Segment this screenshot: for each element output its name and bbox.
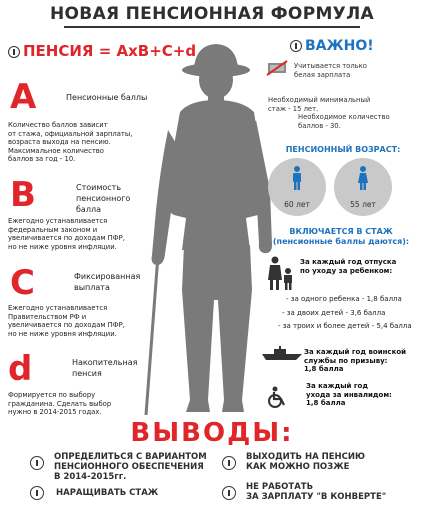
childcare-three: - за троих и более детей - 5,4 балла bbox=[278, 322, 412, 330]
white-salary-note: Учитывается только белая зарплата bbox=[294, 62, 367, 79]
pension-age-heading: ПЕНСИОННЫЙ ВОЗРАСТ: bbox=[285, 145, 401, 154]
info-icon bbox=[30, 486, 44, 500]
conclusion-2: ВЫХОДИТЬ НА ПЕНСИЮ КАК МОЖНО ПОЗЖЕ bbox=[246, 452, 365, 472]
stage-heading: ВКЛЮЧАЕТСЯ В СТАЖ (пенсионные баллы даются): bbox=[272, 227, 410, 246]
page-title: НОВАЯ ПЕНСИОННАЯ ФОРМУЛА bbox=[50, 4, 374, 24]
important-heading: ВАЖНО! bbox=[290, 38, 374, 54]
female-age: 55 лет bbox=[350, 200, 376, 209]
conclusion-4: НЕ РАБОТАТЬ ЗА ЗАРПЛАТУ "В КОНВЕРТЕ" bbox=[246, 482, 387, 502]
desc-b: Ежегодно устанавливается федеральным законом и увеличивается по доходам ПФР, но не ниже уровня инфляции. bbox=[8, 217, 125, 251]
info-icon bbox=[222, 456, 236, 470]
childcare-one: - за одного ребенка - 1,8 балла bbox=[286, 295, 402, 303]
letter-b: B bbox=[10, 175, 36, 215]
childcare-heading: За каждый год отпуска по уходу за ребенком: bbox=[300, 258, 397, 275]
ship-icon bbox=[262, 346, 302, 360]
info-icon bbox=[290, 40, 302, 52]
conclusion-3: НАРАЩИВАТЬ СТАЖ bbox=[56, 488, 159, 498]
letter-c: C bbox=[10, 263, 35, 303]
family-icon bbox=[266, 256, 296, 290]
conclusion-1: ОПРЕДЕЛИТЬСЯ С ВАРИАНТОМ ПЕНСИОННОГО ОБЕСПЕЧЕНИЯ В 2014-2015гг. bbox=[54, 452, 207, 482]
male-icon bbox=[292, 166, 302, 190]
wheelchair-icon bbox=[266, 386, 288, 408]
letter-a: A bbox=[10, 77, 37, 117]
male-age: 60 лет bbox=[284, 200, 310, 209]
title-underline bbox=[64, 26, 360, 28]
label-b: Стоимость пенсионного балла bbox=[76, 183, 131, 214]
label-c: Фиксированная выплата bbox=[74, 272, 141, 292]
info-icon bbox=[8, 46, 20, 58]
desc-c: Ежегодно устанавливается Правительством РФ и увеличивается по доходам ПФР, но не ниже уровня инфляции. bbox=[8, 304, 125, 338]
desc-d: Формируется по выбору гражданина. Сделать выбор нужно в 2014-2015 годах. bbox=[8, 391, 112, 417]
formula-text: ПЕНСИЯ = AxB+C+d bbox=[23, 42, 197, 60]
letter-d: d bbox=[8, 349, 33, 389]
min-points-note: Необходимое количество баллов - 30. bbox=[298, 113, 390, 130]
desc-a: Количество баллов зависит от стажа, официальной зарплаты, возраста выхода на пенсию. Максимальное количество баллов за год - 10. bbox=[8, 121, 133, 164]
info-icon bbox=[30, 456, 44, 470]
no-money-icon bbox=[266, 60, 288, 76]
childcare-two: - за двоих детей - 3,6 балла bbox=[282, 309, 386, 317]
min-stage-note: Необходимый минимальный стаж - 15 лет. bbox=[268, 96, 371, 113]
conclusions-heading: ВЫВОДЫ: bbox=[130, 418, 294, 448]
army-service: За каждый год воинской службы по призыву: 1,8 балла bbox=[304, 348, 407, 373]
disabled-care: За каждый год ухода за инвалидом: 1,8 балла bbox=[306, 382, 392, 407]
female-icon bbox=[358, 166, 368, 190]
label-a: Пенсионные баллы bbox=[66, 93, 148, 102]
label-d: Накопительная пенсия bbox=[72, 358, 138, 378]
info-icon bbox=[222, 486, 236, 500]
